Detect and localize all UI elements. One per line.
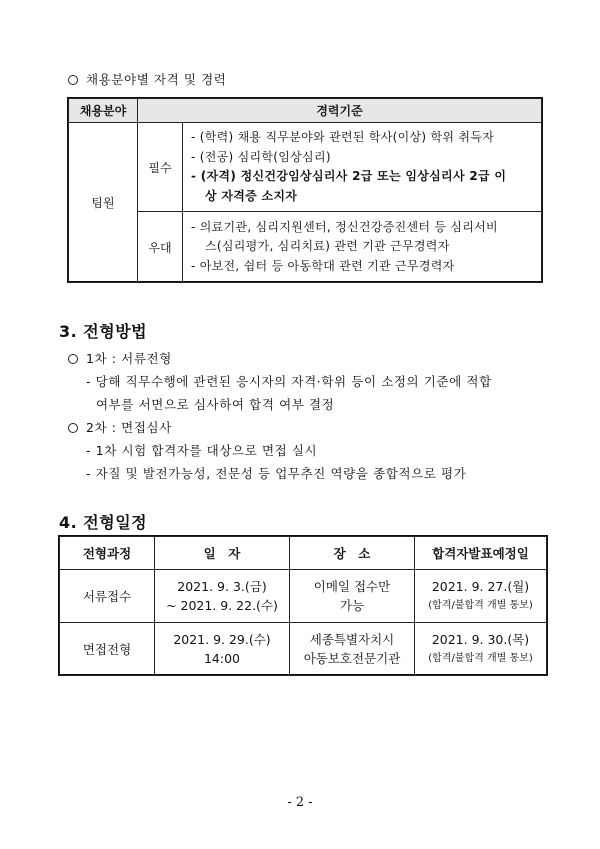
required-item: - (학력) 채용 직무분야와 관련된 학사(이상) 학위 취득자 [191,130,495,144]
schedule-table [59,536,547,676]
required-items [183,123,542,212]
col-field-header: 채용분야 [69,99,138,123]
stage2-heading: 2차 : 면접심사 [68,418,172,436]
preferred-label: 우대 [138,212,183,283]
field-cell: 팀원 [69,123,138,283]
stage2-line: - 자질 및 발전가능성, 전문성 등 업무추진 역량을 종합적으로 평가 [86,466,467,481]
place-cell: 이메일 접수만 가능 [290,570,415,623]
required-label: 필수 [138,123,183,212]
announce-cell: 2021. 9. 27.(월) (합격/불합격 개별 통보) [415,570,547,623]
date-cell: 2021. 9. 29.(수) 14:00 [155,623,290,676]
preferred-items [183,212,542,283]
col-criteria-header: 경력기준 [138,99,542,123]
section4-title: 4. 전형일정 [59,513,148,532]
preferred-item: - 아보전, 쉼터 등 아동학대 관련 기관 근무경력자 [191,258,455,273]
table-row [60,570,547,623]
process-cell: 면접전형 [60,623,155,676]
circle-bullet-icon [68,354,78,364]
schedule-header: 일 자 [155,537,290,570]
announce-cell: 2021. 9. 30.(목) (합격/불합격 개별 통보) [415,623,547,676]
stage1-line: 여부를 서면으로 심사하여 합격 여부 결정 [96,397,335,412]
schedule-header: 전형과정 [60,537,155,570]
preferred-item: - 의료기관, 심리지원센터, 정신건강증진센터 등 심리서비 [191,219,498,234]
schedule-header: 합격자발표예정일 [415,537,547,570]
circle-bullet-icon [68,75,78,85]
process-cell: 서류접수 [60,570,155,623]
date-cell: 2021. 9. 3.(금) ~ 2021. 9. 22.(수) [155,570,290,623]
qualifications-heading: 채용분야별 자격 및 경력 [68,70,226,88]
preferred-item: 스(심리평가, 심리치료) 관련 기관 근무경력자 [205,239,450,254]
required-item: - (자격) 정신건강임상심리사 2급 또는 임상심리사 2급 이 [191,169,507,183]
table-row [60,623,547,676]
stage1-heading: 1차 : 서류전형 [68,349,172,367]
page-number: - 2 - [287,795,313,810]
place-cell: 세종특별자치시 아동보호전문기관 [290,623,415,676]
qualifications-table [68,98,542,283]
circle-bullet-icon [68,423,78,433]
required-item: 상 자격증 소지자 [205,188,298,203]
stage2-line: - 1차 시험 합격자를 대상으로 면접 실시 [86,443,318,458]
schedule-header: 장 소 [290,537,415,570]
required-item: - (전공) 심리학(임상심리) [191,149,331,164]
section3-title: 3. 전형방법 [59,322,148,341]
stage1-line: - 당해 직무수행에 관련된 응시자의 자격·학위 등이 소정의 기준에 적합 [86,374,492,389]
